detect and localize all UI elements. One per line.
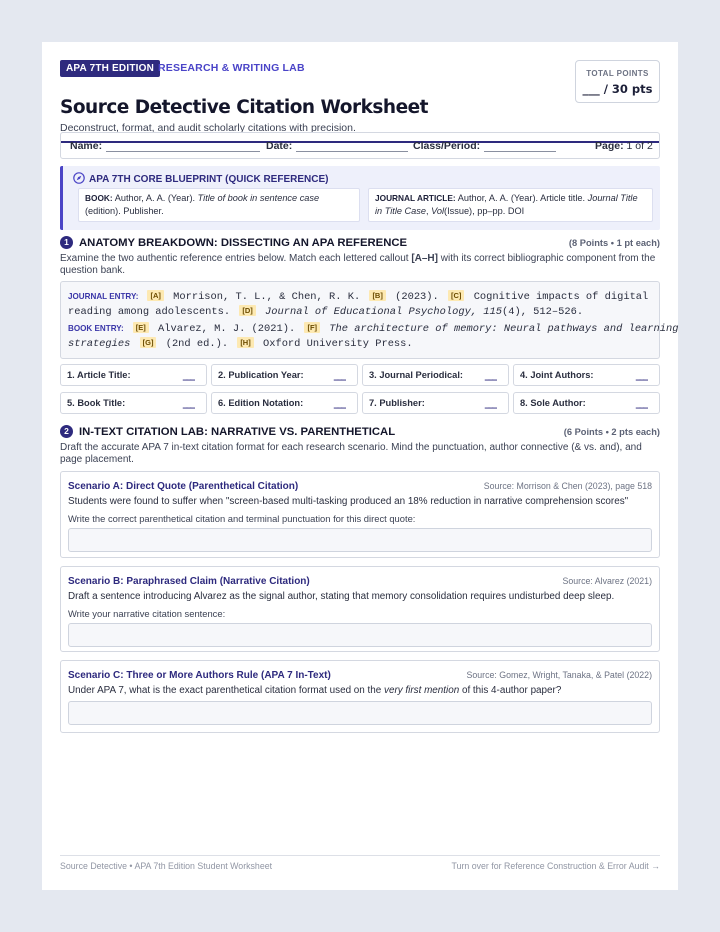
reference-entries [60,281,679,359]
student-info-row [60,132,660,159]
scenario-source: Source: Morrison & Chen (2023), page 518 [483,481,652,491]
book-entry-line-2: strategies [G] (2nd ed.). [H] Oxford University Press. [68,338,413,350]
callout-tag: [G] [140,337,157,348]
section-2-header [60,424,660,440]
scenario-text: Students were found to suffer when "screen-based multi-tasking produced an 18% reduction in narrative comprehension scores" [68,496,629,507]
scenario-a-answer-box[interactable] [68,528,652,552]
scenario-text: Under APA 7, what is the exact parenthetical citation format used on the very first mention of this 4-author paper? [68,685,562,696]
callout-tag: [F] [304,322,320,333]
class-line[interactable] [484,142,556,152]
scenario-b-answer-box[interactable] [68,623,652,647]
section-1-description: Examine the two authentic reference entries below. Match each lettered callout [A–H] with its correct bibliographic component from the question bank. [60,253,656,276]
date-line[interactable] [296,142,408,152]
journal-entry-line-2: reading among adolescents. [D] Journal of Educational Psychology, 115(4), 512–526. [68,306,584,318]
callout-tag: [B] [369,290,385,301]
journal-entry-line-1: JOURNAL ENTRY: [A] Morrison, T. L., & Chen, R. K. [B] (2023). [C] Cognitive impacts of digital [68,291,649,303]
section-2-title: IN-TEXT CITATION LAB: NARRATIVE VS. PARENTHETICAL [79,426,396,438]
footer-right-text: Turn over for Reference Construction & Error Audit → [451,861,660,871]
page-number [595,140,653,152]
worksheet-header [60,60,660,143]
callout-tag: [D] [239,305,255,316]
edition-badge: APA 7TH EDITION [60,60,160,77]
section-2-points: (6 Points • 2 pts each) [563,427,660,437]
scenario-source: Source: Alvarez (2021) [562,576,652,586]
answer-blank[interactable]: ___ [484,398,496,409]
blueprint-heading: APA 7TH CORE BLUEPRINT (QUICK REFERENCE) [73,172,328,185]
scenario-source: Source: Gomez, Wright, Tanaka, & Patel (2022) [466,670,652,680]
lab-label: RESEARCH & WRITING LAB [158,62,305,74]
section-1-number: 1 [60,236,73,249]
class-field[interactable] [413,140,556,152]
section-1-points: (8 Points • 1 pt each) [568,238,660,248]
answer-blank[interactable]: ___ [635,398,647,409]
match-item[interactable]: 1. Article Title: ___ [60,364,207,386]
scenario-prompt: Write the correct parenthetical citation and terminal punctuation for this direct quote: [68,513,416,524]
worksheet-page [42,42,678,890]
answer-blank[interactable]: ___ [484,370,496,381]
scenario-title: Scenario B: Paraphrased Claim (Narrative Citation) [68,576,310,587]
scenario-c-card [60,660,660,733]
callout-tag: [H] [237,337,253,348]
page-subtitle: Deconstruct, format, and audit scholarly citations with precision. [60,122,356,134]
journal-format-card: JOURNAL ARTICLE: Author, A. A. (Year). Article title. Journal Title in Title Case, Vol(Issue), pp–pp. DOI [368,188,653,222]
book-entry-label: BOOK ENTRY: [68,324,124,333]
scenario-text: Draft a sentence introducing Alvarez as the signal author, stating that memory consolidation requires undisturbed deep sleep. [68,591,615,602]
answer-blank[interactable]: ___ [333,370,345,381]
match-item[interactable]: 4. Joint Authors: ___ [513,364,660,386]
callout-tag: [C] [448,290,464,301]
scenario-prompt: Write your narrative citation sentence: [68,608,226,619]
match-item[interactable]: 2. Publication Year: ___ [211,364,358,386]
match-item[interactable]: 3. Journal Periodical: ___ [362,364,509,386]
page-value: 1 of 2 [626,140,653,152]
name-label: Name: [70,140,103,152]
book-format-card: BOOK: Author, A. A. (Year). Title of book in sentence case (edition). Publisher. [78,188,360,222]
callout-tag: [A] [147,290,163,301]
total-points-box [575,60,660,103]
callout-tag: [E] [133,322,149,333]
section-2-number: 2 [60,425,73,438]
book-entry-line-1: BOOK ENTRY: [E] Alvarez, M. J. (2021). [F] The architecture of memory: Neural pathways and learning [68,323,679,335]
date-field[interactable] [266,140,408,152]
class-label: Class/Period: [413,140,481,152]
name-field[interactable] [70,140,260,152]
page-footer [60,855,660,871]
answer-blank[interactable]: ___ [635,370,647,381]
total-points-value: ___ / 30 pts [582,82,653,96]
answer-blank[interactable]: ___ [182,370,194,381]
page-title: Source Detective Citation Worksheet [60,97,429,118]
journal-entry-label: JOURNAL ENTRY: [68,292,139,301]
compass-icon [73,172,85,184]
scenario-title: Scenario A: Direct Quote (Parenthetical Citation) [68,481,299,492]
scenario-a-card [60,471,660,558]
scenario-c-answer-box[interactable] [68,701,652,725]
total-points-label: TOTAL POINTS [586,69,649,78]
date-label: Date: [266,140,293,152]
footer-left-text: Source Detective • APA 7th Edition Student Worksheet [60,861,273,871]
apa-blueprint-panel [60,166,660,230]
match-item[interactable]: 7. Publisher: ___ [362,392,509,414]
name-line[interactable] [106,142,260,152]
match-item[interactable]: 6. Edition Notation: ___ [211,392,358,414]
answer-blank[interactable]: ___ [333,398,345,409]
section-1-title: ANATOMY BREAKDOWN: DISSECTING AN APA REFERENCE [79,237,408,249]
scenario-title: Scenario C: Three or More Authors Rule (APA 7 In-Text) [68,670,331,681]
page-label: Page: [595,140,624,152]
section-1-header [60,235,660,251]
match-item[interactable]: 8. Sole Author: ___ [513,392,660,414]
answer-blank[interactable]: ___ [182,398,194,409]
scenario-b-card [60,566,660,652]
match-item[interactable]: 5. Book Title: ___ [60,392,207,414]
section-2-description: Draft the accurate APA 7 in-text citation format for each research scenario. Mind the punctuation, author connective (& vs. and), and page placement. [60,442,642,465]
